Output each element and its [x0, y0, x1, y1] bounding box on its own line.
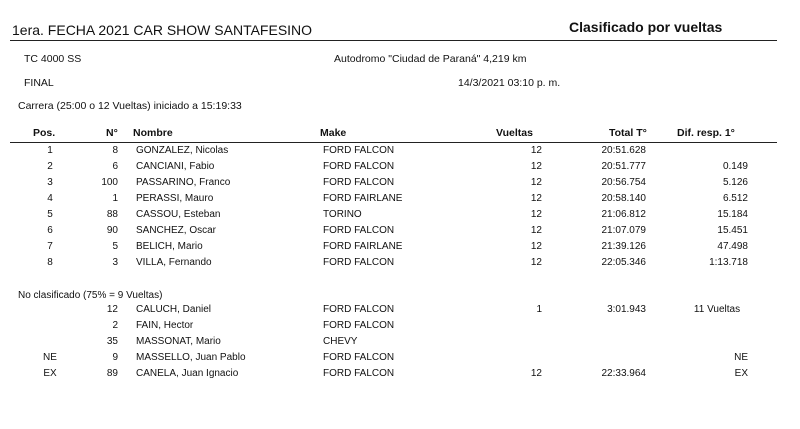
cell-name: CALUCH, Daniel — [136, 304, 212, 315]
cell-name: PERASSI, Mauro — [136, 193, 214, 204]
cell-make: FORD FAIRLANE — [323, 193, 403, 204]
cell-diff: 5.126 — [722, 177, 748, 188]
table-row — [0, 352, 800, 367]
cell-pos: 3 — [47, 177, 53, 188]
table-row — [0, 193, 800, 208]
cell-make: FORD FALCON — [323, 257, 395, 268]
cell-total: 3:01.943 — [607, 304, 646, 315]
cell-diff: NE — [734, 352, 748, 363]
col-header-num: N° — [106, 127, 118, 139]
table-row — [0, 257, 800, 272]
cell-name: BELICH, Mario — [136, 241, 203, 252]
cell-num: 90 — [106, 225, 118, 236]
table-row — [0, 241, 800, 256]
table-row — [0, 336, 800, 351]
cell-num: 6 — [112, 161, 118, 172]
table-row — [0, 320, 800, 335]
cell-total: 20:51.777 — [601, 161, 646, 172]
col-header-make: Make — [320, 127, 347, 139]
col-header-laps: Vueltas — [496, 127, 533, 139]
cell-num: 88 — [106, 209, 118, 220]
not-classified-heading: No clasificado (75% = 9 Vueltas) — [18, 290, 163, 301]
cell-total: 20:56.754 — [601, 177, 646, 188]
cell-make: FORD FALCON — [323, 304, 395, 315]
table-row — [0, 225, 800, 240]
cell-pos: 1 — [47, 145, 53, 156]
datetime-label: 14/3/2021 03:10 p. m. — [458, 77, 561, 89]
cell-laps: 12 — [530, 225, 542, 236]
cell-make: FORD FALCON — [323, 161, 395, 172]
cell-make: TORINO — [323, 209, 362, 220]
cell-pos: 8 — [47, 257, 53, 268]
cell-num: 35 — [106, 336, 118, 347]
table-row — [0, 368, 800, 383]
page-title: 1era. FECHA 2021 CAR SHOW SANTAFESINO — [12, 22, 313, 38]
cell-make: FORD FALCON — [323, 177, 395, 188]
table-row — [0, 304, 800, 319]
cell-name: CANELA, Juan Ignacio — [136, 368, 239, 379]
cell-make: FORD FALCON — [323, 368, 395, 379]
cell-name: CANCIANI, Fabio — [136, 161, 215, 172]
table-row — [0, 209, 800, 224]
circuit-label: Autodromo "Ciudad de Paraná" 4,219 km — [334, 53, 527, 65]
cell-pos: 5 — [47, 209, 53, 220]
cell-diff: EX — [734, 368, 748, 379]
cell-name: CASSOU, Esteban — [136, 209, 221, 220]
cell-name: SANCHEZ, Oscar — [136, 225, 217, 236]
table-row — [0, 161, 800, 176]
cell-laps: 12 — [530, 209, 542, 220]
cell-name: MASSONAT, Mario — [136, 336, 221, 347]
cell-total: 20:58.140 — [601, 193, 646, 204]
cell-pos: NE — [43, 352, 57, 363]
col-header-diff: Dif. resp. 1° — [677, 127, 735, 139]
race-info: Carrera (25:00 o 12 Vueltas) iniciado a 15:19:33 — [18, 100, 242, 112]
cell-make: FORD FALCON — [323, 225, 395, 236]
cell-total: 21:39.126 — [601, 241, 646, 252]
table-header-divider — [10, 142, 777, 143]
cell-num: 3 — [112, 257, 118, 268]
cell-num: 2 — [112, 320, 118, 331]
cell-pos: 4 — [47, 193, 53, 204]
cell-diff: 6.512 — [722, 193, 748, 204]
table-row — [0, 145, 800, 160]
cell-diff: 1:13.718 — [709, 257, 748, 268]
cell-make: CHEVY — [323, 336, 358, 347]
cell-laps: 1 — [536, 304, 542, 315]
cell-diff: 47.498 — [717, 241, 748, 252]
cell-laps: 12 — [530, 257, 542, 268]
cell-num: 89 — [106, 368, 118, 379]
cell-laps: 12 — [530, 161, 542, 172]
category-label: TC 4000 SS — [24, 53, 82, 65]
cell-total: 22:33.964 — [601, 368, 646, 379]
cell-make: FORD FAIRLANE — [323, 241, 403, 252]
cell-name: PASSARINO, Franco — [136, 177, 231, 188]
cell-diff: 11 Vueltas — [693, 304, 741, 315]
cell-num: 9 — [112, 352, 118, 363]
cell-laps: 12 — [530, 193, 542, 204]
page-subtitle: Clasificado por vueltas — [569, 19, 723, 35]
cell-laps: 12 — [530, 368, 542, 379]
header-divider — [10, 40, 777, 41]
cell-laps: 12 — [530, 177, 542, 188]
cell-make: FORD FALCON — [323, 320, 395, 331]
table-row — [0, 177, 800, 192]
cell-name: MASSELLO, Juan Pablo — [136, 352, 246, 363]
cell-num: 1 — [112, 193, 118, 204]
cell-pos: EX — [43, 368, 57, 379]
cell-make: FORD FALCON — [323, 145, 395, 156]
cell-laps: 12 — [530, 145, 542, 156]
cell-make: FORD FALCON — [323, 352, 395, 363]
cell-laps: 12 — [530, 241, 542, 252]
cell-total: 22:05.346 — [601, 257, 646, 268]
cell-pos: 7 — [47, 241, 53, 252]
col-header-total: Total T° — [609, 127, 647, 139]
cell-num: 8 — [112, 145, 118, 156]
cell-diff: 15.184 — [717, 209, 748, 220]
cell-num: 100 — [101, 177, 118, 188]
cell-num: 12 — [106, 304, 118, 315]
cell-name: VILLA, Fernando — [136, 257, 212, 268]
cell-pos: 2 — [47, 161, 53, 172]
col-header-pos: Pos. — [33, 127, 56, 139]
cell-total: 21:07.079 — [601, 225, 646, 236]
cell-diff: 15.451 — [717, 225, 748, 236]
cell-pos: 6 — [47, 225, 53, 236]
col-header-name: Nombre — [133, 127, 173, 139]
cell-total: 20:51.628 — [601, 145, 646, 156]
session-label: FINAL — [24, 77, 54, 89]
cell-name: GONZALEZ, Nicolas — [136, 145, 229, 156]
cell-total: 21:06.812 — [601, 209, 646, 220]
cell-diff: 0.149 — [722, 161, 748, 172]
cell-num: 5 — [112, 241, 118, 252]
cell-name: FAIN, Hector — [136, 320, 194, 331]
